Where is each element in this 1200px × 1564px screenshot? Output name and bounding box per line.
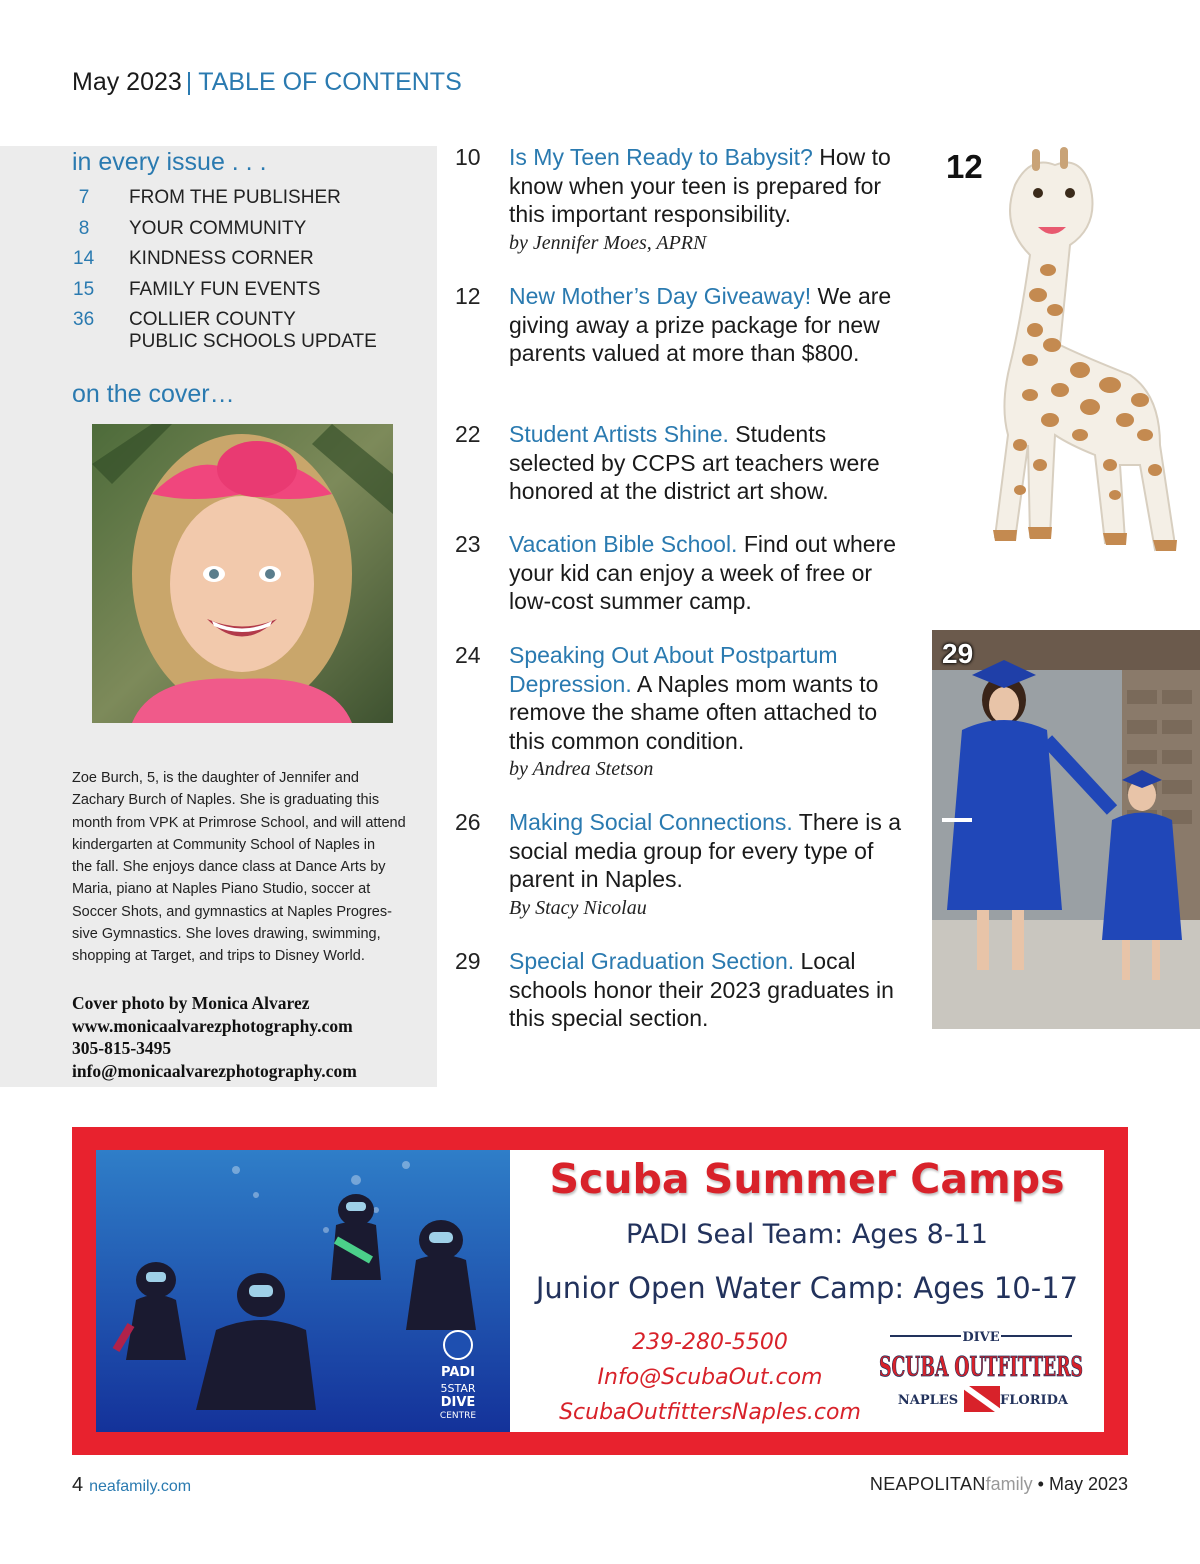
footer-left: [72, 1474, 191, 1497]
article-body: [509, 641, 909, 783]
article-page: 24: [455, 642, 481, 668]
page-number: 4: [72, 1474, 84, 1496]
list-item[interactable]: [72, 214, 422, 245]
scuba-divers-photo: [96, 1150, 510, 1432]
article-entry[interactable]: [455, 143, 925, 257]
article-entry[interactable]: [455, 282, 925, 368]
article-desc: Students selected by CCPS art teachers were honored at the district art show.: [509, 421, 880, 504]
list-item[interactable]: [72, 183, 422, 214]
caption-line: kindergarten at Community School of Naples in: [72, 836, 376, 853]
article-page: 22: [455, 421, 481, 447]
ad-junior-camp-line: Junior Open Water Camp: Ages 10-17: [535, 1271, 1079, 1305]
logo-main-text: SCUBA OUTFITTERS: [879, 1352, 1083, 1383]
graduation-photo: [932, 630, 1200, 1029]
on-the-cover-heading: on the cover…: [72, 380, 235, 408]
caption-line: Maria, piano at Naples Piano Studio, soccer at: [72, 881, 371, 898]
item-label: FAMILY FUN EVENTS: [129, 278, 321, 300]
item-label: YOUR COMMUNITY: [129, 217, 307, 239]
article-byline: By Stacy Nicolau: [509, 896, 647, 919]
item-label-line: PUBLIC SCHOOLS UPDATE: [129, 331, 377, 352]
list-item[interactable]: [72, 275, 422, 306]
article-page: 12: [455, 283, 481, 309]
page-number: 14: [73, 248, 95, 269]
article-page: 26: [455, 809, 481, 835]
caption-line: month from VPK at Primrose School, and will attend: [72, 814, 406, 831]
article-desc: Local schools honor their 2023 graduates in this special section.: [509, 948, 894, 1031]
caption-line: shopping at Target, and trips to Disney World.: [72, 948, 365, 965]
article-desc: A Naples mom wants to remove the shame often attached to this common condition.: [509, 670, 879, 754]
ad-contacts: [530, 1325, 890, 1430]
logo-florida-text: FLORIDA: [1000, 1393, 1068, 1408]
footer-brand: NEAPOLITAN: [869, 1474, 986, 1494]
list-item[interactable]: [72, 244, 422, 275]
ad-email-link[interactable]: Info@ScubaOut.com: [597, 1365, 823, 1390]
logo-naples-text: NAPLES: [897, 1393, 959, 1408]
article-body: [509, 808, 909, 922]
article-entry[interactable]: [455, 808, 925, 922]
padi-logo-text: DIVE: [440, 1395, 476, 1410]
article-body: [509, 282, 909, 368]
padi-logo-text: CENTRE: [439, 1411, 477, 1421]
cover-photo: [92, 424, 393, 723]
article-title[interactable]: Making Social Connections.: [509, 809, 793, 835]
issue-date: May 2023: [72, 68, 182, 96]
credit-email-link[interactable]: info@monicaalvarezphotography.com: [72, 1060, 357, 1081]
article-title[interactable]: Speaking Out About Postpartum Depression.: [509, 642, 838, 697]
ad-seal-team-line: PADI Seal Team: Ages 8-11: [626, 1219, 988, 1250]
padi-logo-text: 5STAR: [440, 1382, 476, 1395]
article-desc: We are giving away a prize package for new parents valued at more than $800.: [509, 283, 892, 366]
item-label: KINDNESS CORNER: [129, 248, 314, 269]
giraffe-page-label: 12: [946, 148, 983, 185]
scuba-outfitters-logo: [876, 1326, 1086, 1420]
article-page: 23: [455, 531, 481, 557]
ad-title: Scuba Summer Camps: [549, 1155, 1065, 1203]
ad-phone[interactable]: 239-280-5500: [632, 1330, 788, 1355]
photo-credit: [72, 992, 432, 1082]
in-every-issue-heading: in every issue . . .: [72, 148, 267, 176]
graduation-page-label: 29: [942, 638, 974, 669]
article-desc: Find out where your kid can enjoy a week of free or low-cost summer camp.: [509, 531, 896, 614]
item-label-line: COLLIER COUNTY: [129, 309, 296, 330]
section-title: TABLE OF CONTENTS: [198, 68, 462, 96]
article-title[interactable]: Special Graduation Section.: [509, 948, 795, 974]
padi-logo-text: PADI: [440, 1365, 476, 1380]
article-body: [509, 947, 909, 1033]
footer-right: [870, 1474, 1128, 1495]
page-number: 8: [78, 217, 90, 239]
article-body: [509, 420, 909, 506]
article-title[interactable]: Vacation Bible School.: [509, 531, 738, 557]
article-byline: by Andrea Stetson: [509, 758, 654, 780]
article-title[interactable]: Is My Teen Ready to Babysit?: [509, 144, 813, 170]
footer-brand-suffix: family: [985, 1474, 1033, 1494]
article-page: 10: [455, 144, 481, 170]
item-label: [129, 305, 377, 353]
cover-caption: [72, 767, 428, 968]
in-every-issue-list: [72, 183, 422, 353]
article-body: [509, 530, 909, 616]
article-entry[interactable]: [455, 420, 925, 506]
header-separator: |: [185, 68, 193, 96]
article-title[interactable]: Student Artists Shine.: [509, 421, 729, 447]
article-entry[interactable]: [455, 530, 925, 616]
caption-line: Zachary Burch of Naples. She is graduating this: [72, 792, 380, 809]
logo-dive-text: DIVE: [962, 1330, 1000, 1345]
caption-line: Zoe Burch, 5, is the daughter of Jennifer and: [72, 770, 359, 786]
ad-website-link[interactable]: ScubaOutfittersNaples.com: [559, 1400, 861, 1425]
footer-site-link[interactable]: neafamily.com: [89, 1478, 192, 1495]
credit-phone: 305-815-3495: [72, 1038, 172, 1058]
page-number: 15: [73, 278, 95, 300]
page-number: 7: [78, 187, 90, 208]
page-header: [72, 68, 462, 97]
article-title[interactable]: New Mother’s Day Giveaway!: [509, 283, 812, 309]
item-label: FROM THE PUBLISHER: [129, 187, 341, 208]
article-entry[interactable]: [455, 641, 925, 783]
article-page: 29: [455, 948, 481, 974]
caption-line: sive Gymnastics. She loves drawing, swimming,: [72, 926, 381, 943]
caption-line: the fall. She enjoys dance class at Dance Arts by: [72, 859, 386, 876]
credit-website-link[interactable]: www.monicaalvarezphotography.com: [72, 1015, 353, 1036]
article-entry[interactable]: [455, 947, 925, 1033]
article-desc: How to know when your teen is prepared for this important responsibility.: [509, 144, 891, 227]
giraffe-toy-image: [960, 145, 1200, 565]
article-byline: by Jennifer Moes, APRN: [509, 231, 707, 254]
footer-issue: • May 2023: [1032, 1474, 1128, 1494]
page-number: 36: [73, 309, 95, 330]
list-item[interactable]: [72, 305, 422, 353]
article-desc: There is a social media group for every type of parent in Naples.: [509, 809, 902, 892]
article-body: [509, 143, 909, 257]
caption-line: Soccer Shots, and gymnastics at Naples Progres-: [72, 903, 392, 920]
credit-line: Cover photo by Monica Alvarez: [72, 993, 310, 1013]
